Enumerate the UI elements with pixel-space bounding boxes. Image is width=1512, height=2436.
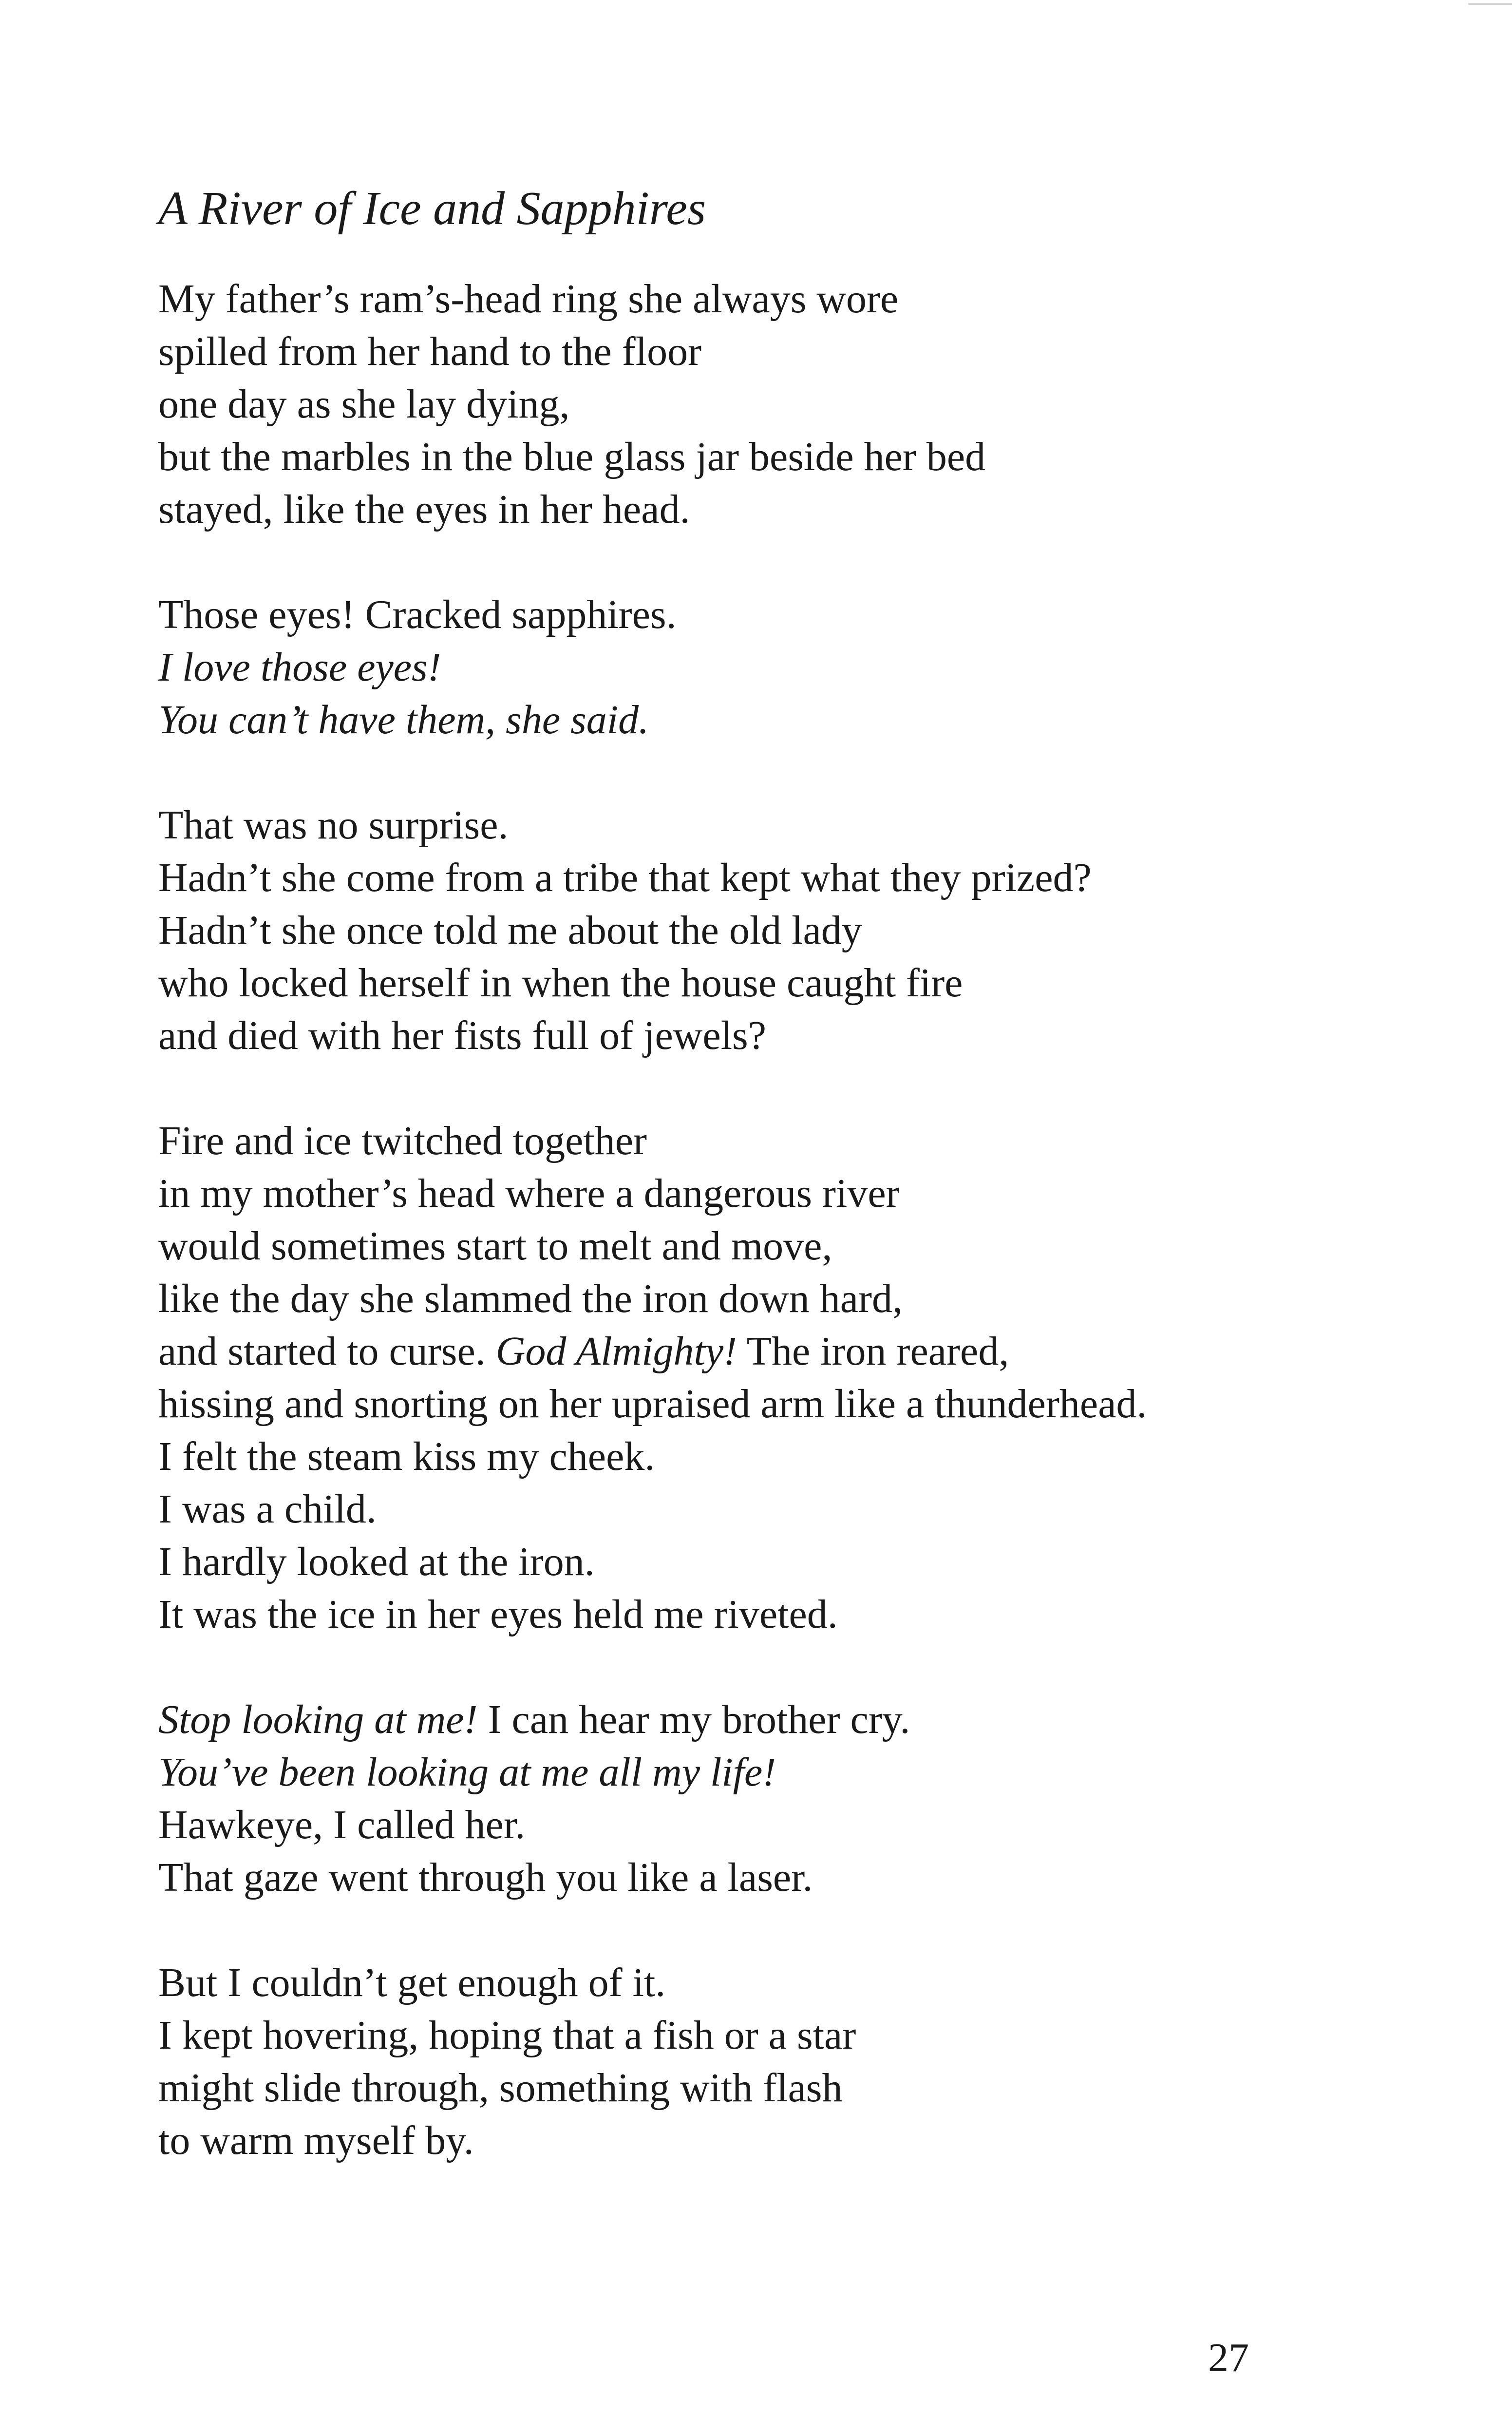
poem-line [158,641,1425,694]
italic-text: You can’t have them, she said. [158,697,649,742]
italic-text: You’ve been looking at me all my life! [158,1750,776,1795]
line-text: in my mother’s head where a dangerous river [158,1171,900,1216]
line-text: That was no surprise. [158,802,509,848]
poem-line [158,1378,1425,1430]
line-text: and died with her fists full of jewels? [158,1013,767,1058]
poem-line [158,1325,1425,1378]
poem-line [158,325,1425,378]
line-text: Those eyes! Cracked sapphires. [158,592,677,637]
poem-line [158,957,1425,1009]
poem-line [158,1430,1425,1483]
line-text: but the marbles in the blue glass jar beside her bed [158,434,986,479]
line-text: hissing and snorting on her upraised arm like a thunderhead. [158,1381,1147,1427]
poem-title: A River of Ice and Sapphires [158,182,706,235]
poem-line [158,1167,1425,1220]
poem-line [158,431,1425,483]
line-text: Hadn’t she come from a tribe that kept what they prized? [158,855,1092,900]
poem-line [158,1799,1425,1851]
poem-line [158,1588,1425,1641]
line-text: That gaze went through you like a laser. [158,1855,813,1900]
poem-line [158,2114,1425,2167]
line-text: Hawkeye, I called her. [158,1802,526,1847]
italic-text: God Almighty! [495,1329,737,1374]
line-text: I was a child. [158,1486,377,1532]
poem-line [158,483,1425,536]
line-text: and started to curse. [158,1329,496,1374]
line-text: I can hear my brother cry. [477,1697,910,1742]
line-text: My father’s ram’s-head ring she always wore [158,276,899,322]
line-text: I felt the steam kiss my cheek. [158,1434,655,1479]
line-text: But I couldn’t get enough of it. [158,1960,666,2005]
stanza [158,799,1425,1062]
line-text: might slide through, something with flash [158,2065,843,2111]
line-text: The iron reared, [737,1329,1009,1374]
poem-line [158,2062,1425,2114]
poem-line [158,1273,1425,1325]
line-text: one day as she lay dying, [158,381,570,427]
poem-line [158,904,1425,957]
poem-line [158,1746,1425,1799]
poem-line [158,799,1425,852]
line-text: stayed, like the eyes in her head. [158,487,690,532]
poem-line [158,1694,1425,1746]
poem-line [158,1009,1425,1062]
line-text: like the day she slammed the iron down hard, [158,1276,903,1321]
line-text: who locked herself in when the house caught fire [158,960,963,1006]
poem-body [158,273,1425,2220]
poem-line [158,273,1425,325]
poem-line [158,378,1425,431]
poem-line [158,1220,1425,1273]
line-text: spilled from her hand to the floor [158,329,702,374]
poem-line [158,1483,1425,1536]
line-text: Fire and ice twitched together [158,1118,647,1163]
italic-text: Stop looking at me! [158,1697,478,1742]
poem-line [158,1536,1425,1588]
poem-line [158,1115,1425,1167]
poem-line [158,1957,1425,2009]
stanza [158,1694,1425,1904]
poem-line [158,589,1425,641]
line-text: It was the ice in her eyes held me riveted. [158,1592,838,1637]
line-text: I kept hovering, hoping that a fish or a star [158,2013,856,2058]
stanza [158,1115,1425,1641]
line-text: I hardly looked at the iron. [158,1539,595,1584]
line-text: to warm myself by. [158,2118,474,2163]
page-number: 27 [1208,2335,1249,2380]
scan-edge-mark [1468,3,1512,5]
italic-text: I love those eyes! [158,645,441,690]
poem-line [158,852,1425,904]
line-text: would sometimes start to melt and move, [158,1223,832,1269]
stanza [158,1957,1425,2167]
poem-line [158,694,1425,746]
stanza [158,273,1425,536]
poem-line [158,2009,1425,2062]
line-text: Hadn’t she once told me about the old lady [158,908,862,953]
stanza [158,589,1425,746]
poem-line [158,1851,1425,1904]
